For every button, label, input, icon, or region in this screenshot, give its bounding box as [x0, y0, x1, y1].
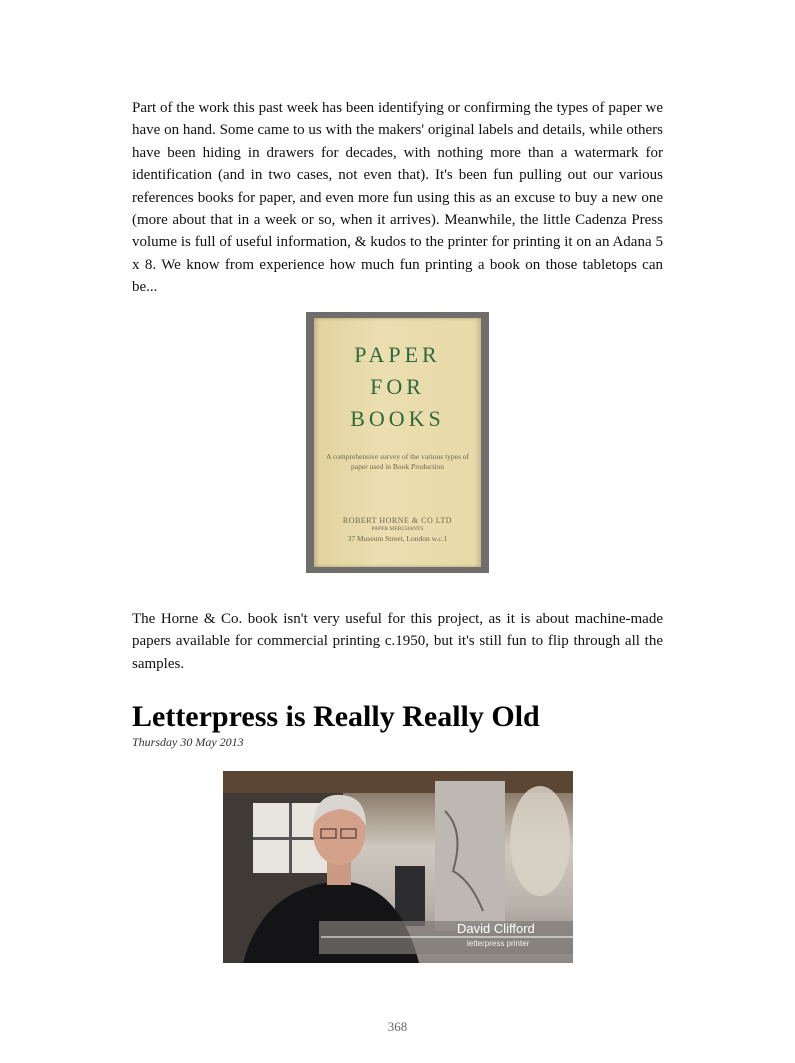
- body-paragraph-paper: Part of the work this past week has been identifying or confirming the types of paper we have on hand. Some came to us with the makers' original labels and details, while others have been hiding in drawers for decades, with nothing more than a watermark for identification (and in two cases, not even that). It's been fun pulling out our various references books for paper, and even more fun using this as an excuse to buy a new one (more about that in a week or so, when it arrives). Meanwhile, the little Cadenza Press volume is full of useful information, & kudos to the printer for printing it on an Adana 5 x 8. We know from experience how much fun printing a book on those tabletops can be...: [132, 100, 663, 296]
- david-clifford-video-still: [223, 771, 573, 963]
- paper-for-books-cover-image: [306, 312, 489, 573]
- book-jacket: [314, 318, 481, 567]
- body-paragraph-horne: The Horne & Co. book isn't very useful for this project, as it is about machine-made papers available for commercial printing c.1950, but it's still fun to flip through all the samples.: [132, 611, 663, 672]
- page-number: 368: [387, 1019, 408, 1034]
- book-address-line-1: PAPER MERCHANTS: [371, 526, 424, 532]
- post-title: Letterpress is Really Really Old: [132, 700, 540, 733]
- video-caption-name: David Clifford: [457, 921, 535, 936]
- book-title-line-1: PAPER: [354, 342, 441, 367]
- book-publisher: ROBERT HORNE & CO LTD: [342, 516, 453, 525]
- post-date: Thursday 30 May 2013: [132, 735, 244, 749]
- video-caption-role: letterpress printer: [467, 939, 530, 948]
- book-title-line-3: BOOKS: [350, 406, 445, 431]
- book-address-line-2: 37 Museum Street, London w.c.1: [347, 534, 448, 543]
- book-title-line-2: FOR: [370, 374, 425, 399]
- book-subtitle: A comprehensive survey of the various types of paper used in Book Production: [325, 452, 470, 471]
